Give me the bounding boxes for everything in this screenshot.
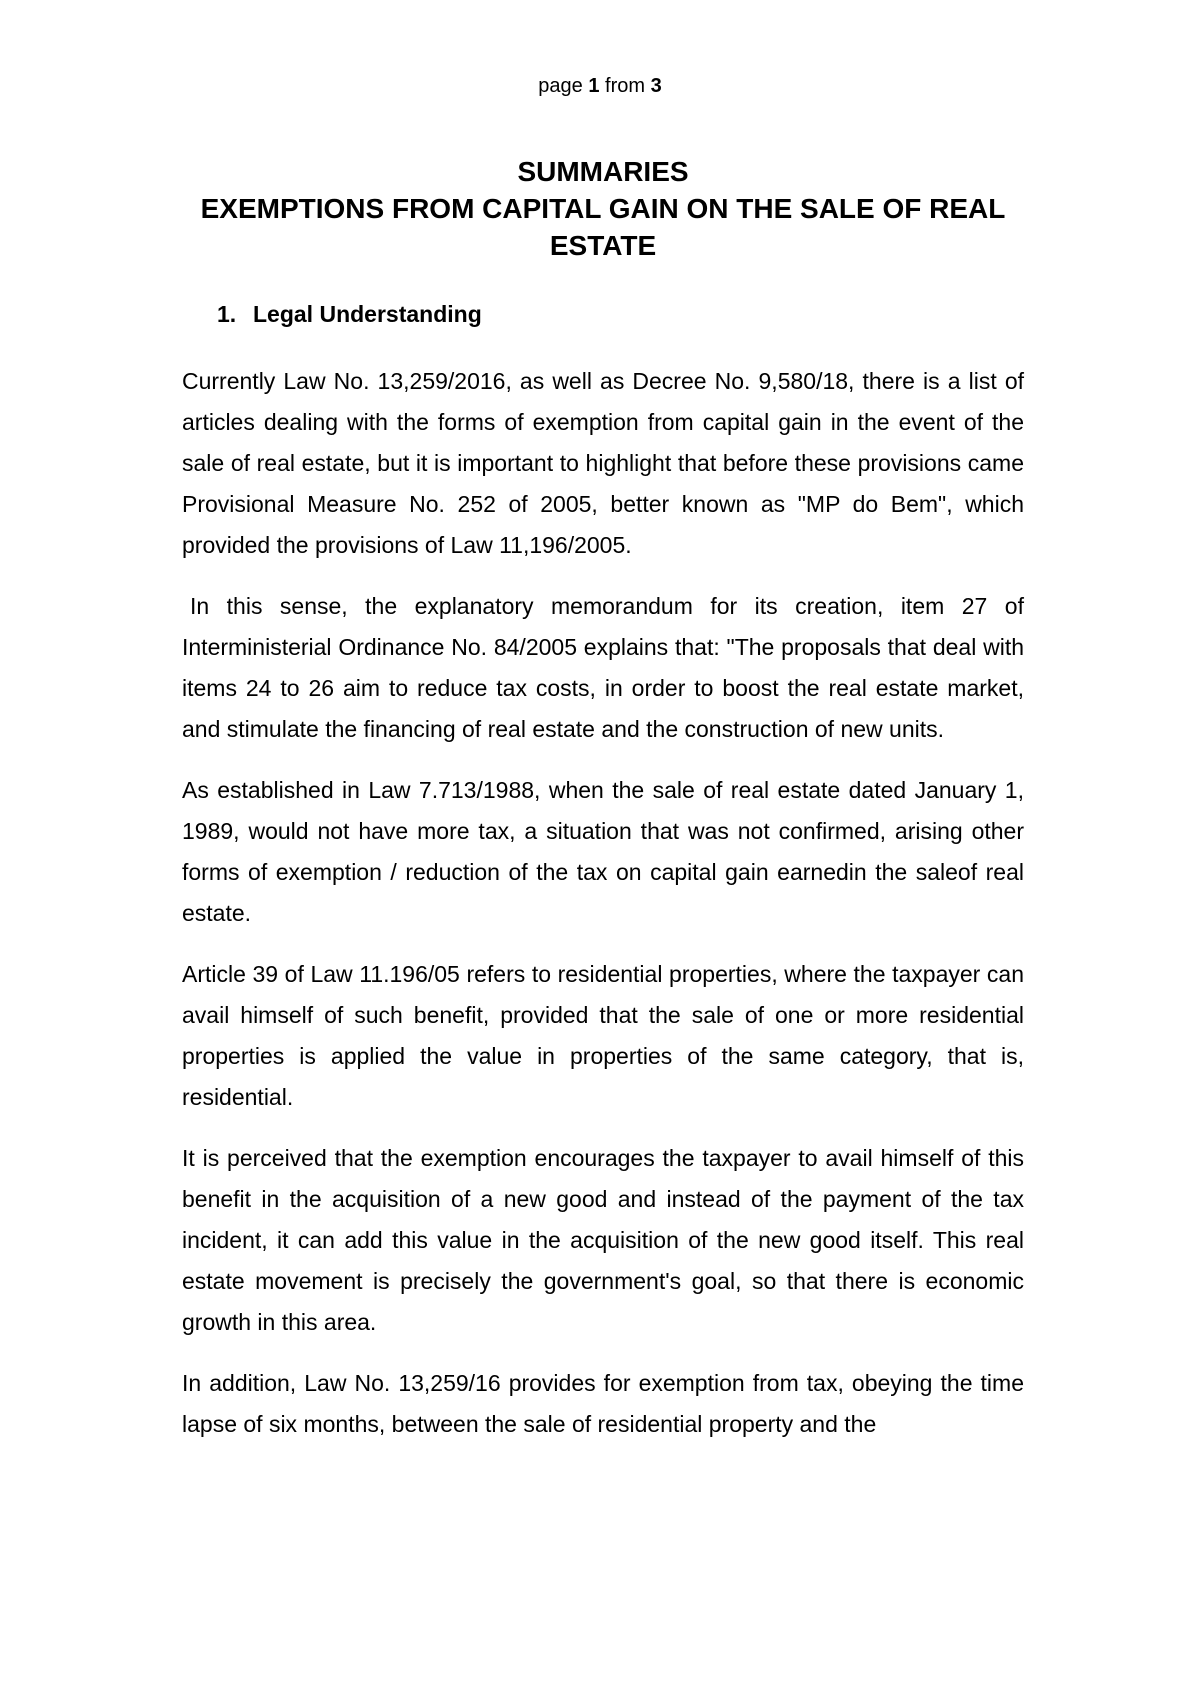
paragraph: Article 39 of Law 11.196/05 refers to residential properties, where the taxpayer can avail himself of such benefit, provided that the sale of one or more residential properties is applied the value in properties of the same category, that is, residential. <box>182 961 1024 1110</box>
document-title <box>178 153 1028 264</box>
title-line-main: EXEMPTIONS FROM CAPITAL GAIN ON THE SALE OF REAL ESTATE <box>200 193 1006 261</box>
paragraph: In addition, Law No. 13,259/16 provides for exemption from tax, obeying the time lapse of six months, between the sale of residential property and the <box>182 1370 1024 1437</box>
body-text <box>182 361 1024 1465</box>
page-number-current: 1 <box>588 75 600 97</box>
page-number-total: 3 <box>650 75 662 97</box>
paragraph: As established in Law 7.713/1988, when the sale of real estate dated January 1, 1989, would not have more tax, a situation that was not confirmed, arising other forms of exemption / reduction of the tax on capital gain earnedin the saleof real estate. <box>182 777 1024 926</box>
paragraph: In this sense, the explanatory memorandum for its creation, item 27 of Interministerial Ordinance No. 84/2005 explains that: "The proposals that deal with items 24 to 26 aim to reduce tax costs, in order to boost the real estate market, and stimulate the financing of real estate and the construction of new units. <box>182 593 1024 742</box>
page-number <box>0 74 1200 98</box>
section-number: 1. <box>217 301 237 327</box>
section-title: Legal Understanding <box>253 301 482 327</box>
paragraph: It is perceived that the exemption encourages the taxpayer to avail himself of this benefit in the acquisition of a new good and instead of the payment of the tax incident, it can add this value in the acquisition of the new good itself. This real estate movement is precisely the government's goal, so that there is economic growth in this area. <box>182 1145 1024 1335</box>
title-line-summaries: SUMMARIES <box>517 156 689 187</box>
page-number-prefix: page <box>538 75 583 97</box>
page-number-mid: from <box>605 75 646 97</box>
section-heading <box>217 300 482 328</box>
paragraph: Currently Law No. 13,259/2016, as well as Decree No. 9,580/18, there is a list of articles dealing with the forms of exemption from capital gain in the event of the sale of real estate, but it is important to highlight that before these provisions came Provisional Measure No. 252 of 2005, better known as "MP do Bem", which provided the provisions of Law 11,196/2005. <box>182 368 1024 558</box>
